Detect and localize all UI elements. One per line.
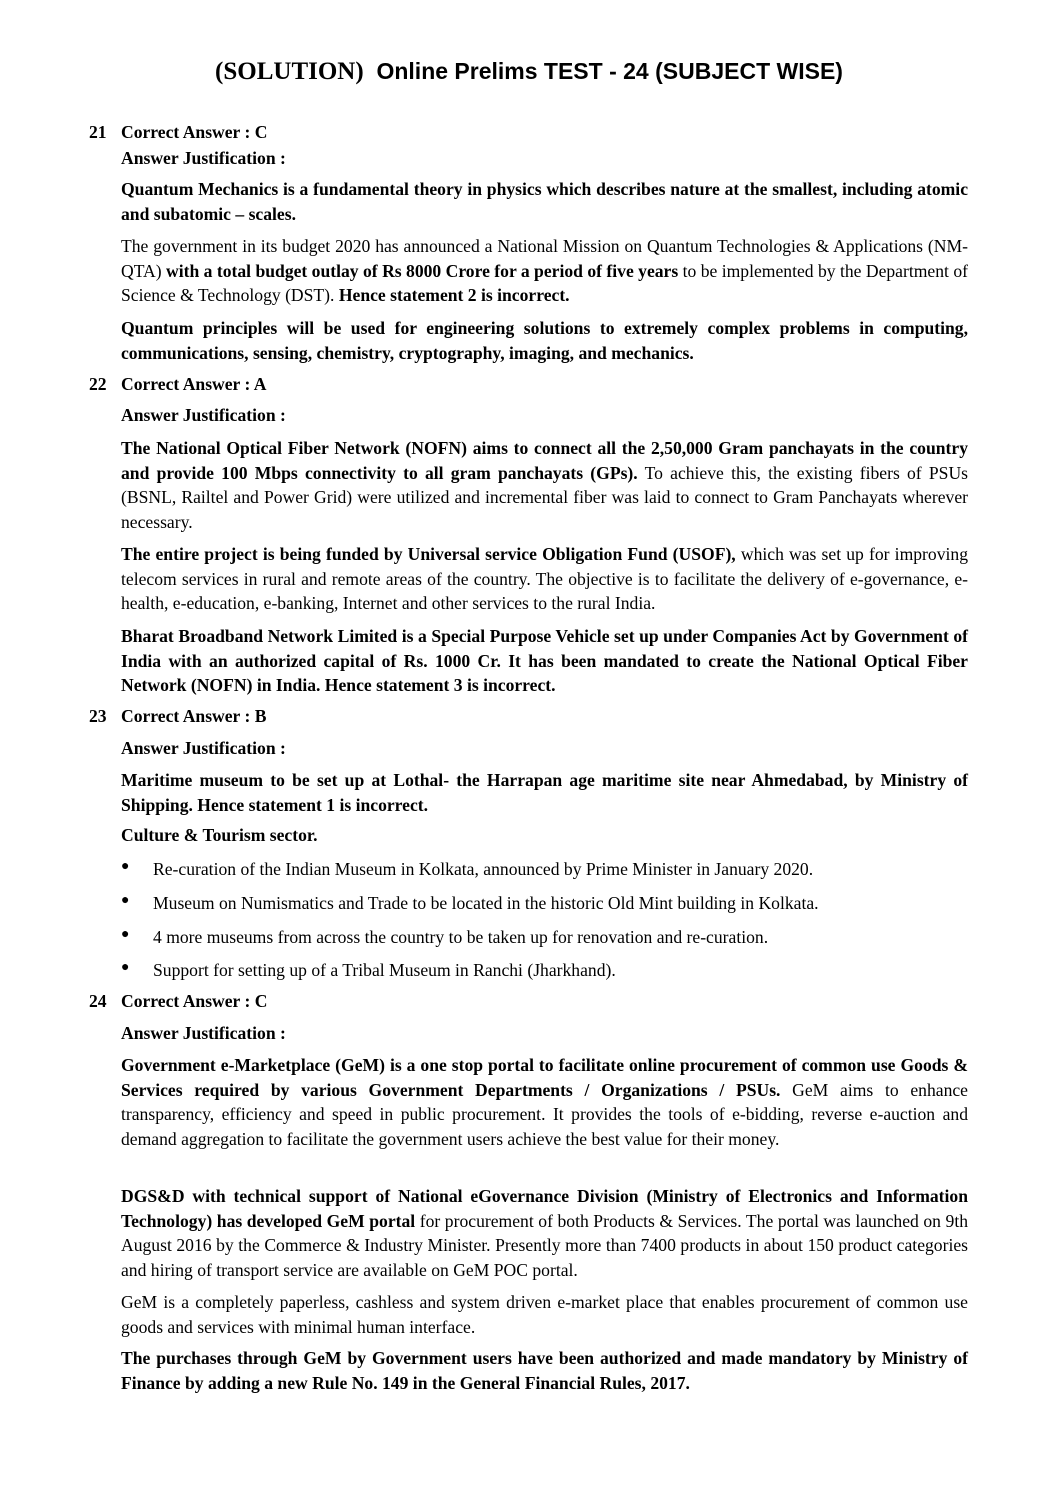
bold-text-run: Bharat Broadband Network Limited is a Special Purpose Vehicle set up under Companies Act by Government of India with an authorized capital of Rs. 1000 Cr. It has been mandated to create the National Optical Fiber Network (NOFN) in India. Hence statement 3 is incorrect. [121, 626, 968, 696]
text-run: to be implemented by the Department of Science & Technology (DST). [121, 260, 968, 306]
bullet-text: Re-curation of the Indian Museum in Kolkata, announced by Prime Minister in January 2020. [153, 859, 814, 879]
bold-text-run: Culture & Tourism sector. [121, 825, 318, 845]
paragraph [121, 624, 968, 698]
text-run: GeM aims to enhance transparency, efficiency and speed in public procurement. It provides the tools of e-bidding, reverse e-auction and demand aggregation to facilitate the government users achieve the best value for their money. [121, 1079, 968, 1149]
text-run: To achieve this, the existing fibers of PSUs (BSNL, Railtel and Power Grid) were utilized and incremental fiber was laid to connect to Gram Panchayats wherever necessary. [121, 462, 969, 532]
answer-justification-label: Answer Justification : [121, 738, 286, 758]
text-run: The government in its budget 2020 has announced a National Mission on Quantum Technologies & Applications (NM-QTA) [121, 236, 968, 281]
section-heading [121, 823, 968, 848]
bold-text-run: with a total budget outlay of Rs 8000 Crore for a period of five years [166, 260, 679, 281]
correct-answer: Correct Answer : B [121, 706, 267, 726]
correct-answer-heading [89, 374, 266, 395]
paragraph [121, 234, 968, 308]
bullet-icon: ● [121, 893, 130, 908]
bold-text-run: Maritime museum to be set up at Lothal- the Harrapan age maritime site near Ahmedabad, by Ministry of Shipping. Hence statement 1 is incorrect. [121, 770, 968, 815]
correct-answer: Correct Answer : C [121, 991, 268, 1011]
question-number: 22 [89, 374, 107, 394]
paragraph [121, 436, 968, 534]
answer-justification-label: Answer Justification : [121, 405, 286, 425]
correct-answer-heading [89, 706, 266, 727]
text-run: for procurement of both Products & Services. The portal was launched on 9th August 2016 by the Commerce & Industry Minister. Presently more than 7400 products in about 150 product categories and hiring of transport service are available on GeM POC portal. [121, 1210, 969, 1280]
bold-text-run: The purchases through GeM by Government users have been authorized and made mandatory by Ministry of Finance by adding a new Rule No. 149 in the General Financial Rules, 2017. [121, 1348, 968, 1393]
paragraph [121, 1346, 968, 1395]
bullet-icon: ● [121, 960, 130, 975]
answer-justification-label: Answer Justification : [121, 148, 286, 168]
paragraph [121, 768, 968, 817]
bold-text-run: Hence statement 2 is incorrect. [338, 285, 570, 306]
text-run: GeM is a completely paperless, cashless and system driven e-market place that enables procurement of common use goods and services with minimal human interface. [121, 1292, 968, 1337]
question-number: 24 [89, 991, 107, 1011]
correct-answer-heading [89, 991, 267, 1012]
bullet-text: Support for setting up of a Tribal Museum in Ranchi (Jharkhand). [153, 960, 616, 980]
paragraph [121, 316, 968, 365]
page-title [0, 58, 1058, 86]
paragraph [121, 542, 968, 616]
paragraph [121, 1184, 968, 1282]
bullet-text: Museum on Numismatics and Trade to be located in the historic Old Mint building in Kolkata. [153, 893, 819, 913]
paragraph [121, 177, 968, 226]
bold-text-run: Quantum Mechanics is a fundamental theory in physics which describes nature at the smallest, including atomic and subatomic – scales. [121, 179, 968, 224]
bullet-text: 4 more museums from across the country to be taken up for renovation and re-curation. [153, 927, 769, 947]
correct-answer-heading [89, 122, 267, 143]
bold-text-run: DGS&D with technical support of National eGovernance Division (Ministry of Electronics and Information Technology) has developed GeM portal [121, 1186, 968, 1231]
title-main: Online Prelims TEST - 24 (SUBJECT WISE) [376, 58, 843, 84]
question-number: 23 [89, 706, 107, 726]
bold-text-run: Quantum principles will be used for engineering solutions to extremely complex problems in computing, communications, sensing, chemistry, cryptography, imaging, and mechanics. [121, 318, 968, 363]
bold-text-run: The entire project is being funded by Universal service Obligation Fund (USOF), [121, 544, 736, 564]
text-run: which was set up for improving telecom services in rural and remote areas of the country. The objective is to facilitate the delivery of e-governance, e-health, e-education, e-banking, Internet and other services to the rural India. [121, 544, 968, 614]
correct-answer: Correct Answer : A [121, 374, 267, 394]
answer-justification-label: Answer Justification : [121, 1023, 286, 1043]
paragraph [121, 1290, 968, 1339]
bold-text-run: The National Optical Fiber Network (NOFN) aims to connect all the 2,50,000 Gram panchayats in the country and provide 100 Mbps connectivity to all gram panchayats (GPs). [121, 438, 968, 483]
bullet-icon: ● [121, 859, 130, 874]
question-number: 21 [89, 122, 107, 142]
bold-text-run: Government e-Marketplace (GeM) is a one stop portal to facilitate online procurement of common use Goods & Services required by various Government Departments / Organizations / PSUs. [121, 1055, 968, 1100]
paragraph [121, 1053, 968, 1151]
correct-answer: Correct Answer : C [121, 122, 268, 142]
title-prefix: (SOLUTION) [215, 58, 364, 85]
bullet-icon: ● [121, 927, 130, 942]
